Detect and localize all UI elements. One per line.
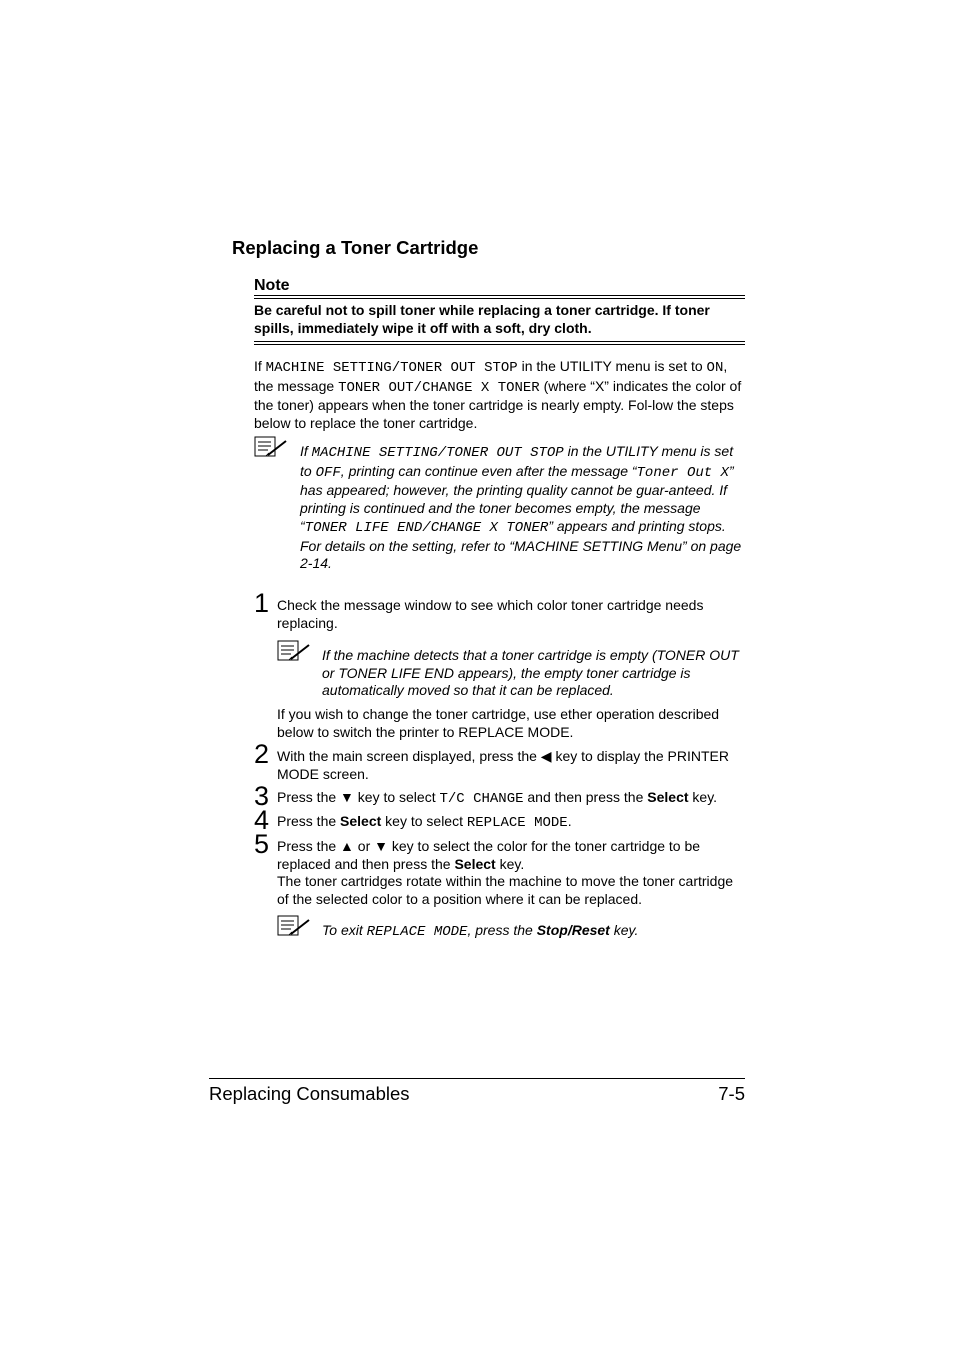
memo-toner-empty: If the machine detects that a toner cartridge is empty (TONER OUT or TONER LIFE END appears), the empty toner cartridge is automatically moved so that it can be replaced. <box>322 647 739 699</box>
left-arrow-icon: ◀ <box>540 748 552 764</box>
footer-divider <box>209 1078 745 1079</box>
up-arrow-icon: ▲ <box>340 838 354 854</box>
step-4-text: Press the Select key to select REPLACE MODE. <box>277 813 572 831</box>
note-label: Note <box>254 277 290 294</box>
step-2-text: With the main screen displayed, press the ◀ key to display the PRINTER MODE screen. <box>277 748 729 782</box>
step-number-3: 3 <box>254 781 270 811</box>
step-number-4: 4 <box>254 805 270 835</box>
down-arrow-icon: ▼ <box>374 838 388 854</box>
memo-exit-replace-mode: To exit REPLACE MODE, press the Stop/Reset key. <box>322 922 639 940</box>
step-5-text: Press the ▲ or ▼ key to select the color for the toner cartridge to be replaced and then press the Select key. The toner cartridges rotate within the machine to move the toner cartridge of the selected color to a position where it can be replaced. <box>277 838 734 908</box>
memo-setting-off: If MACHINE SETTING/TONER OUT STOP in the UTILITY menu is set to OFF, printing can continue even after the message “Toner Out X” has appeared; however, the printing quality cannot be guar-anteed. If printing is continued and the toner becomes empty, the message “TONER LIFE END/CHANGE X TONER” appears and printing stops. For details on the setting, refer to “MACHINE SETTING Menu” on page 2-14. <box>300 443 742 572</box>
footer-page-number: 7-5 <box>718 1083 745 1104</box>
note-text: Be careful not to spill toner while replacing a toner cartridge. If toner spills, immediately wipe it off with a soft, dry cloth. <box>254 302 710 336</box>
note-pad-pencil-icon <box>277 915 311 937</box>
note-pad-pencil-icon <box>254 436 288 458</box>
intro-paragraph: If MACHINE SETTING/TONER OUT STOP in the UTILITY menu is set to ON, the message TONER OUT/CHANGE X TONER (where “X” indicates the color of the toner) appears when the toner cartridge is nearly empty. Fol-low the steps below to replace the toner cartridge. <box>254 358 742 432</box>
step-number-5: 5 <box>254 829 270 859</box>
step-1-text: Check the message window to see which color toner cartridge needs replacing. <box>277 597 704 631</box>
note-divider-bottom <box>254 341 745 345</box>
step-3-text: Press the ▼ key to select T/C CHANGE and then press the Select key. <box>277 789 718 807</box>
note-divider-top <box>254 295 745 299</box>
section-title: Replacing a Toner Cartridge <box>232 237 479 258</box>
note-pad-pencil-icon <box>277 640 311 662</box>
step-number-1: 1 <box>254 588 270 618</box>
step-number-2: 2 <box>254 739 270 769</box>
down-arrow-icon: ▼ <box>340 789 354 805</box>
replace-mode-paragraph: If you wish to change the toner cartridge, use ether operation described below to switch the printer to REPLACE MODE. <box>277 706 720 740</box>
footer-chapter-title: Replacing Consumables <box>209 1083 410 1104</box>
